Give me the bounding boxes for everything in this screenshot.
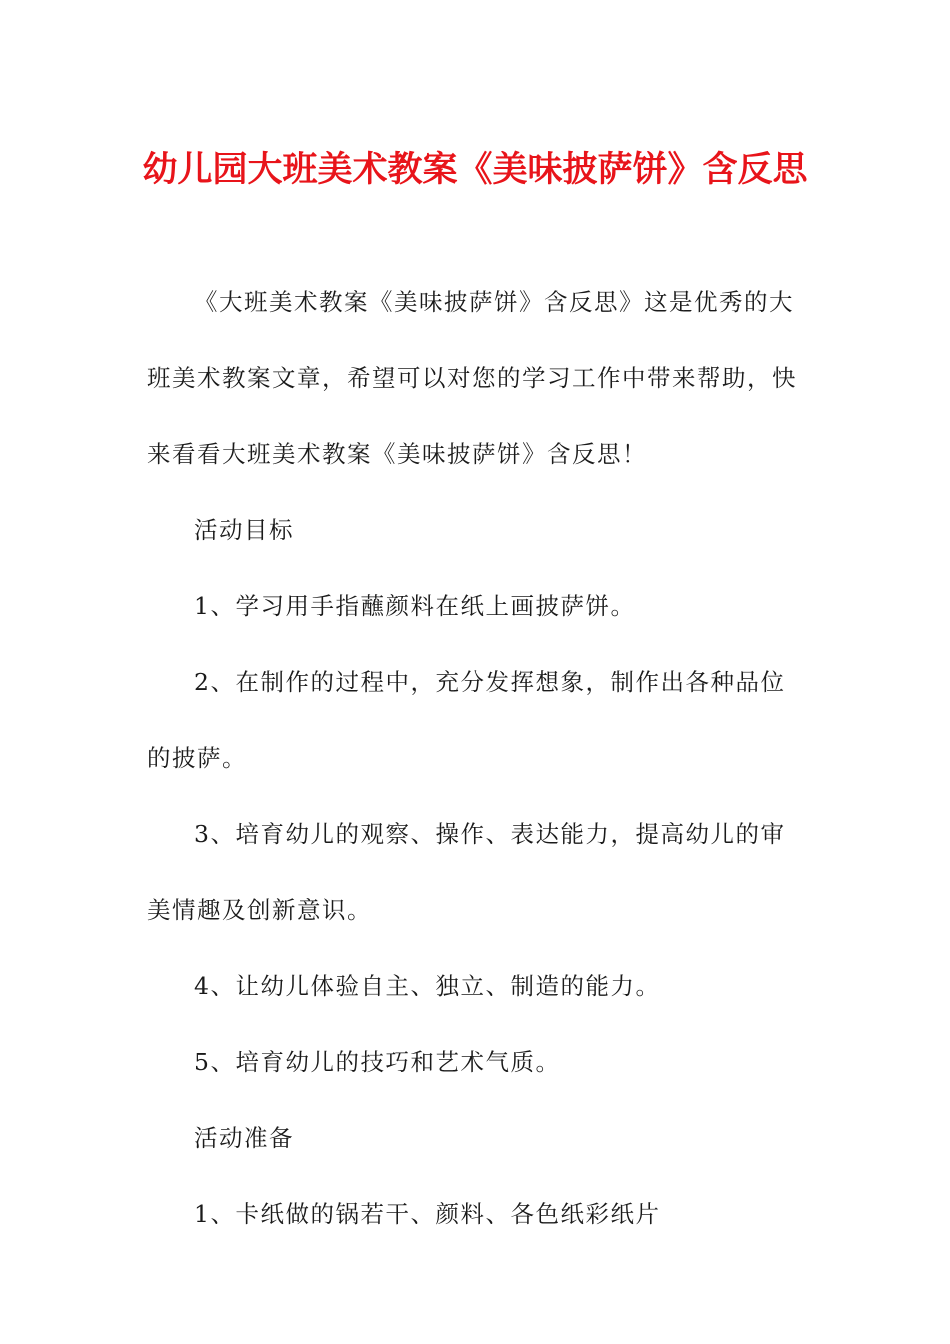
document-title: 幼儿园大班美术教案《美味披萨饼》含反思	[142, 150, 808, 190]
document-body	[147, 264, 807, 1252]
objective-item-4: 4、让幼儿体验自主、独立、制造的能力。	[194, 972, 661, 1000]
preparation-item-1: 1、卡纸做的锅若干、颜料、各色纸彩纸片	[194, 1200, 661, 1228]
objective-item-3: 3、培育幼儿的观察、操作、表达能力，提高幼儿的审美情趣及创新意识。	[147, 820, 786, 924]
section-heading-preparation: 活动准备	[194, 1124, 294, 1152]
objective-item-5: 5、培育幼儿的技巧和艺术气质。	[194, 1048, 561, 1076]
objective-item-1: 1、学习用手指蘸颜料在纸上画披萨饼。	[194, 592, 636, 620]
objective-item-2: 2、在制作的过程中，充分发挥想象，制作出各种品位的披萨。	[147, 668, 786, 772]
intro-paragraph: 《大班美术教案《美味披萨饼》含反思》这是优秀的大班美术教案文章，希望可以对您的学习工作中带来帮助，快来看看大班美术教案《美味披萨饼》含反思！	[147, 288, 797, 468]
section-heading-objectives: 活动目标	[194, 516, 294, 544]
